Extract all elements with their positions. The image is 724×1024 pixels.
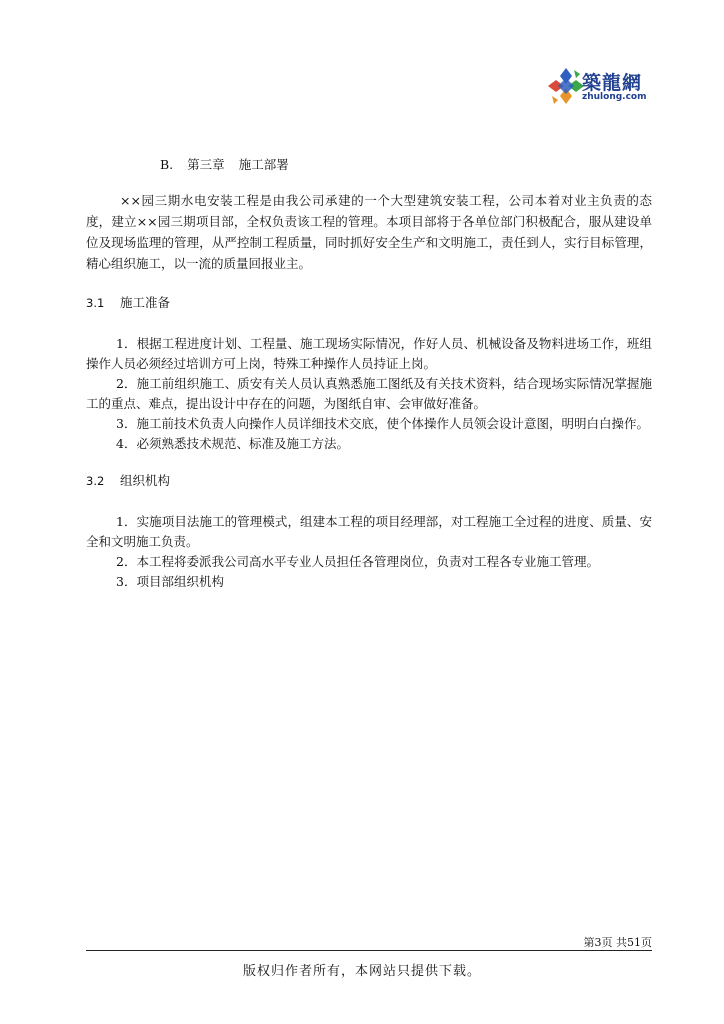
section-3-2-list [86, 512, 652, 592]
copyright-footer: 版权归作者所有，本网站只提供下载。 [242, 964, 481, 979]
list-item: 1．实施项目法施工的管理模式，组建本工程的项目经理部，对工程施工全过程的进度、质量、安全和文明施工负责。 [86, 514, 652, 549]
page-number: 第3页 共51页 [583, 936, 652, 949]
section-3-1-list [86, 334, 652, 454]
chapter-heading [160, 155, 289, 173]
chapter-title: 施工部署 [238, 157, 289, 172]
section-title: 组织机构 [120, 473, 171, 488]
dragon-logo-icon [546, 66, 586, 106]
list-item: 3．项目部组织机构 [116, 574, 224, 589]
list-item: 2．本工程将委派我公司高水平专业人员担任各管理岗位，负责对工程各专业施工管理。 [116, 554, 599, 569]
section-number: 3.1 [86, 296, 105, 310]
logo-name-cn: 築龍網 [582, 72, 643, 94]
list-item: 2．施工前组织施工、质安有关人员认真熟悉施工图纸及有关技术资料，结合现场实际情况掌握施工的重点、难点，提出设计中存在的问题，为图纸自审、会审做好准备。 [86, 376, 652, 411]
intro-paragraph: ××园三期水电安装工程是由我公司承建的一个大型建筑安装工程，公司本着对业主负责的态度，建立××园三期项目部，全权负责该工程的管理。本项目部将于各单位部门积极配合，服从建设单位及现场监理的管理，从严控制工程质量，同时抓好安全生产和文明施工，责任到人，实行目标管理，精心组织施工，以一流的质量回报业主。 [86, 193, 652, 271]
list-item: 3．施工前技术负责人向操作人员详细技术交底，使个体操作人员领会设计意图，明明白白操作。 [116, 416, 649, 431]
section-heading-3-2 [86, 471, 170, 489]
section-title: 施工准备 [120, 295, 171, 310]
section-heading-3-1 [86, 293, 170, 311]
logo-name-en: zhulong.com [582, 92, 647, 102]
list-item: 1．根据工程进度计划、工程量、施工现场实际情况，作好人员、机械设备及物料进场工作，班组操作人员必须经过培训方可上岗，特殊工种操作人员持证上岗。 [86, 336, 652, 371]
site-logo [546, 64, 666, 110]
chapter-prefix: B. [160, 157, 174, 172]
section-number: 3.2 [86, 474, 105, 488]
footer-divider [86, 950, 652, 951]
list-item: 4．必须熟悉技术规范、标准及施工方法。 [116, 436, 349, 451]
chapter-number: 第三章 [187, 157, 225, 172]
